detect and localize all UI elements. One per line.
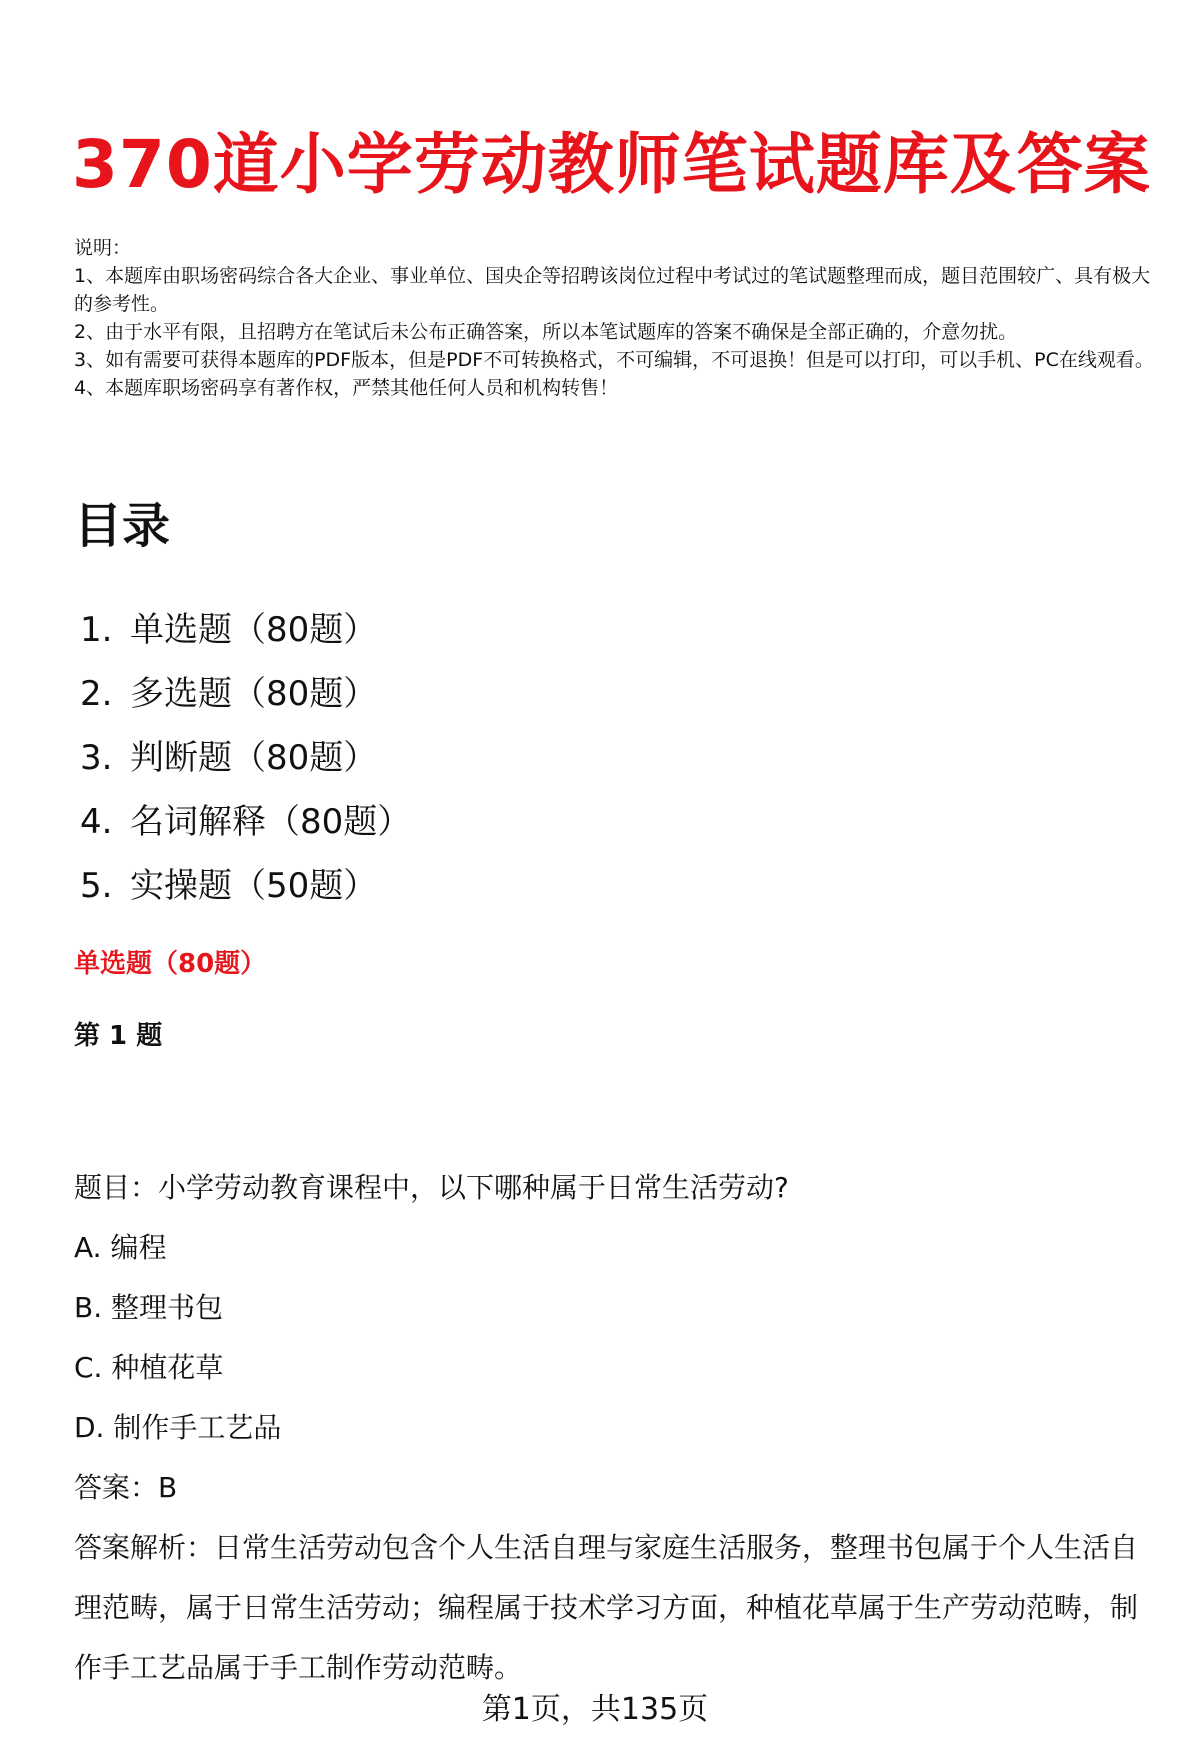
option-c: C. 种植花草	[74, 1351, 224, 1384]
notes-item: 3、如有需要可获得本题库的PDF版本，但是PDF不可转换格式，不可编辑，不可退换！但是可以打印，可以手机、PC在线观看。	[74, 349, 1154, 371]
answer: 答案：B	[74, 1471, 178, 1504]
answer-analysis: 答案解析：日常生活劳动包含个人生活自理与家庭生活服务，整理书包属于个人生活自理范畴，属于日常生活劳动；编程属于技术学习方面，种植花草属于生产劳动范畴，制作手工艺品属于手工制作劳动范畴。	[74, 1531, 1139, 1684]
toc-item[interactable]	[80, 598, 411, 662]
document-title: 370道小学劳动教师笔试题库及答案	[72, 126, 1151, 203]
option-a: A. 编程	[74, 1231, 167, 1264]
toc-item-number: 3.	[80, 738, 113, 778]
toc-item[interactable]	[80, 790, 411, 854]
toc-item-label: 判断题（80题）	[130, 738, 378, 778]
page-footer: 第1页，共135页	[481, 1692, 709, 1727]
option-d: D. 制作手工艺品	[74, 1411, 282, 1444]
toc-item-label: 多选题（80题）	[130, 674, 378, 714]
notes-block	[74, 234, 1154, 402]
toc-item[interactable]	[80, 662, 411, 726]
toc-item-number: 1.	[80, 610, 113, 650]
notes-heading: 说明：	[74, 237, 132, 259]
question-number: 第 1 题	[74, 1021, 163, 1051]
table-of-contents	[80, 598, 411, 918]
toc-item-label: 实操题（50题）	[130, 866, 378, 906]
question-block	[74, 1158, 1164, 1698]
toc-item-label: 名词解释（80题）	[130, 802, 412, 842]
notes-item: 1、本题库由职场密码综合各大企业、事业单位、国央企等招聘该岗位过程中考试过的笔试题整理而成，题目范围较广、具有极大的参考性。	[74, 265, 1151, 315]
question-stem: 题目：小学劳动教育课程中，以下哪种属于日常生活劳动?	[74, 1171, 789, 1204]
section-title: 单选题（80题）	[74, 949, 267, 979]
notes-item: 2、由于水平有限，且招聘方在笔试后未公布正确答案，所以本笔试题库的答案不确保是全部正确的，介意勿扰。	[74, 321, 1018, 343]
toc-heading: 目录	[74, 498, 171, 554]
option-b: B. 整理书包	[74, 1291, 224, 1324]
toc-item[interactable]	[80, 854, 411, 918]
notes-item: 4、本题库职场密码享有著作权，严禁其他任何人员和机构转售！	[74, 377, 619, 399]
toc-item-number: 4.	[80, 802, 113, 842]
toc-item[interactable]	[80, 726, 411, 790]
toc-item-number: 2.	[80, 674, 113, 714]
toc-item-label: 单选题（80题）	[130, 610, 378, 650]
toc-item-number: 5.	[80, 866, 113, 906]
